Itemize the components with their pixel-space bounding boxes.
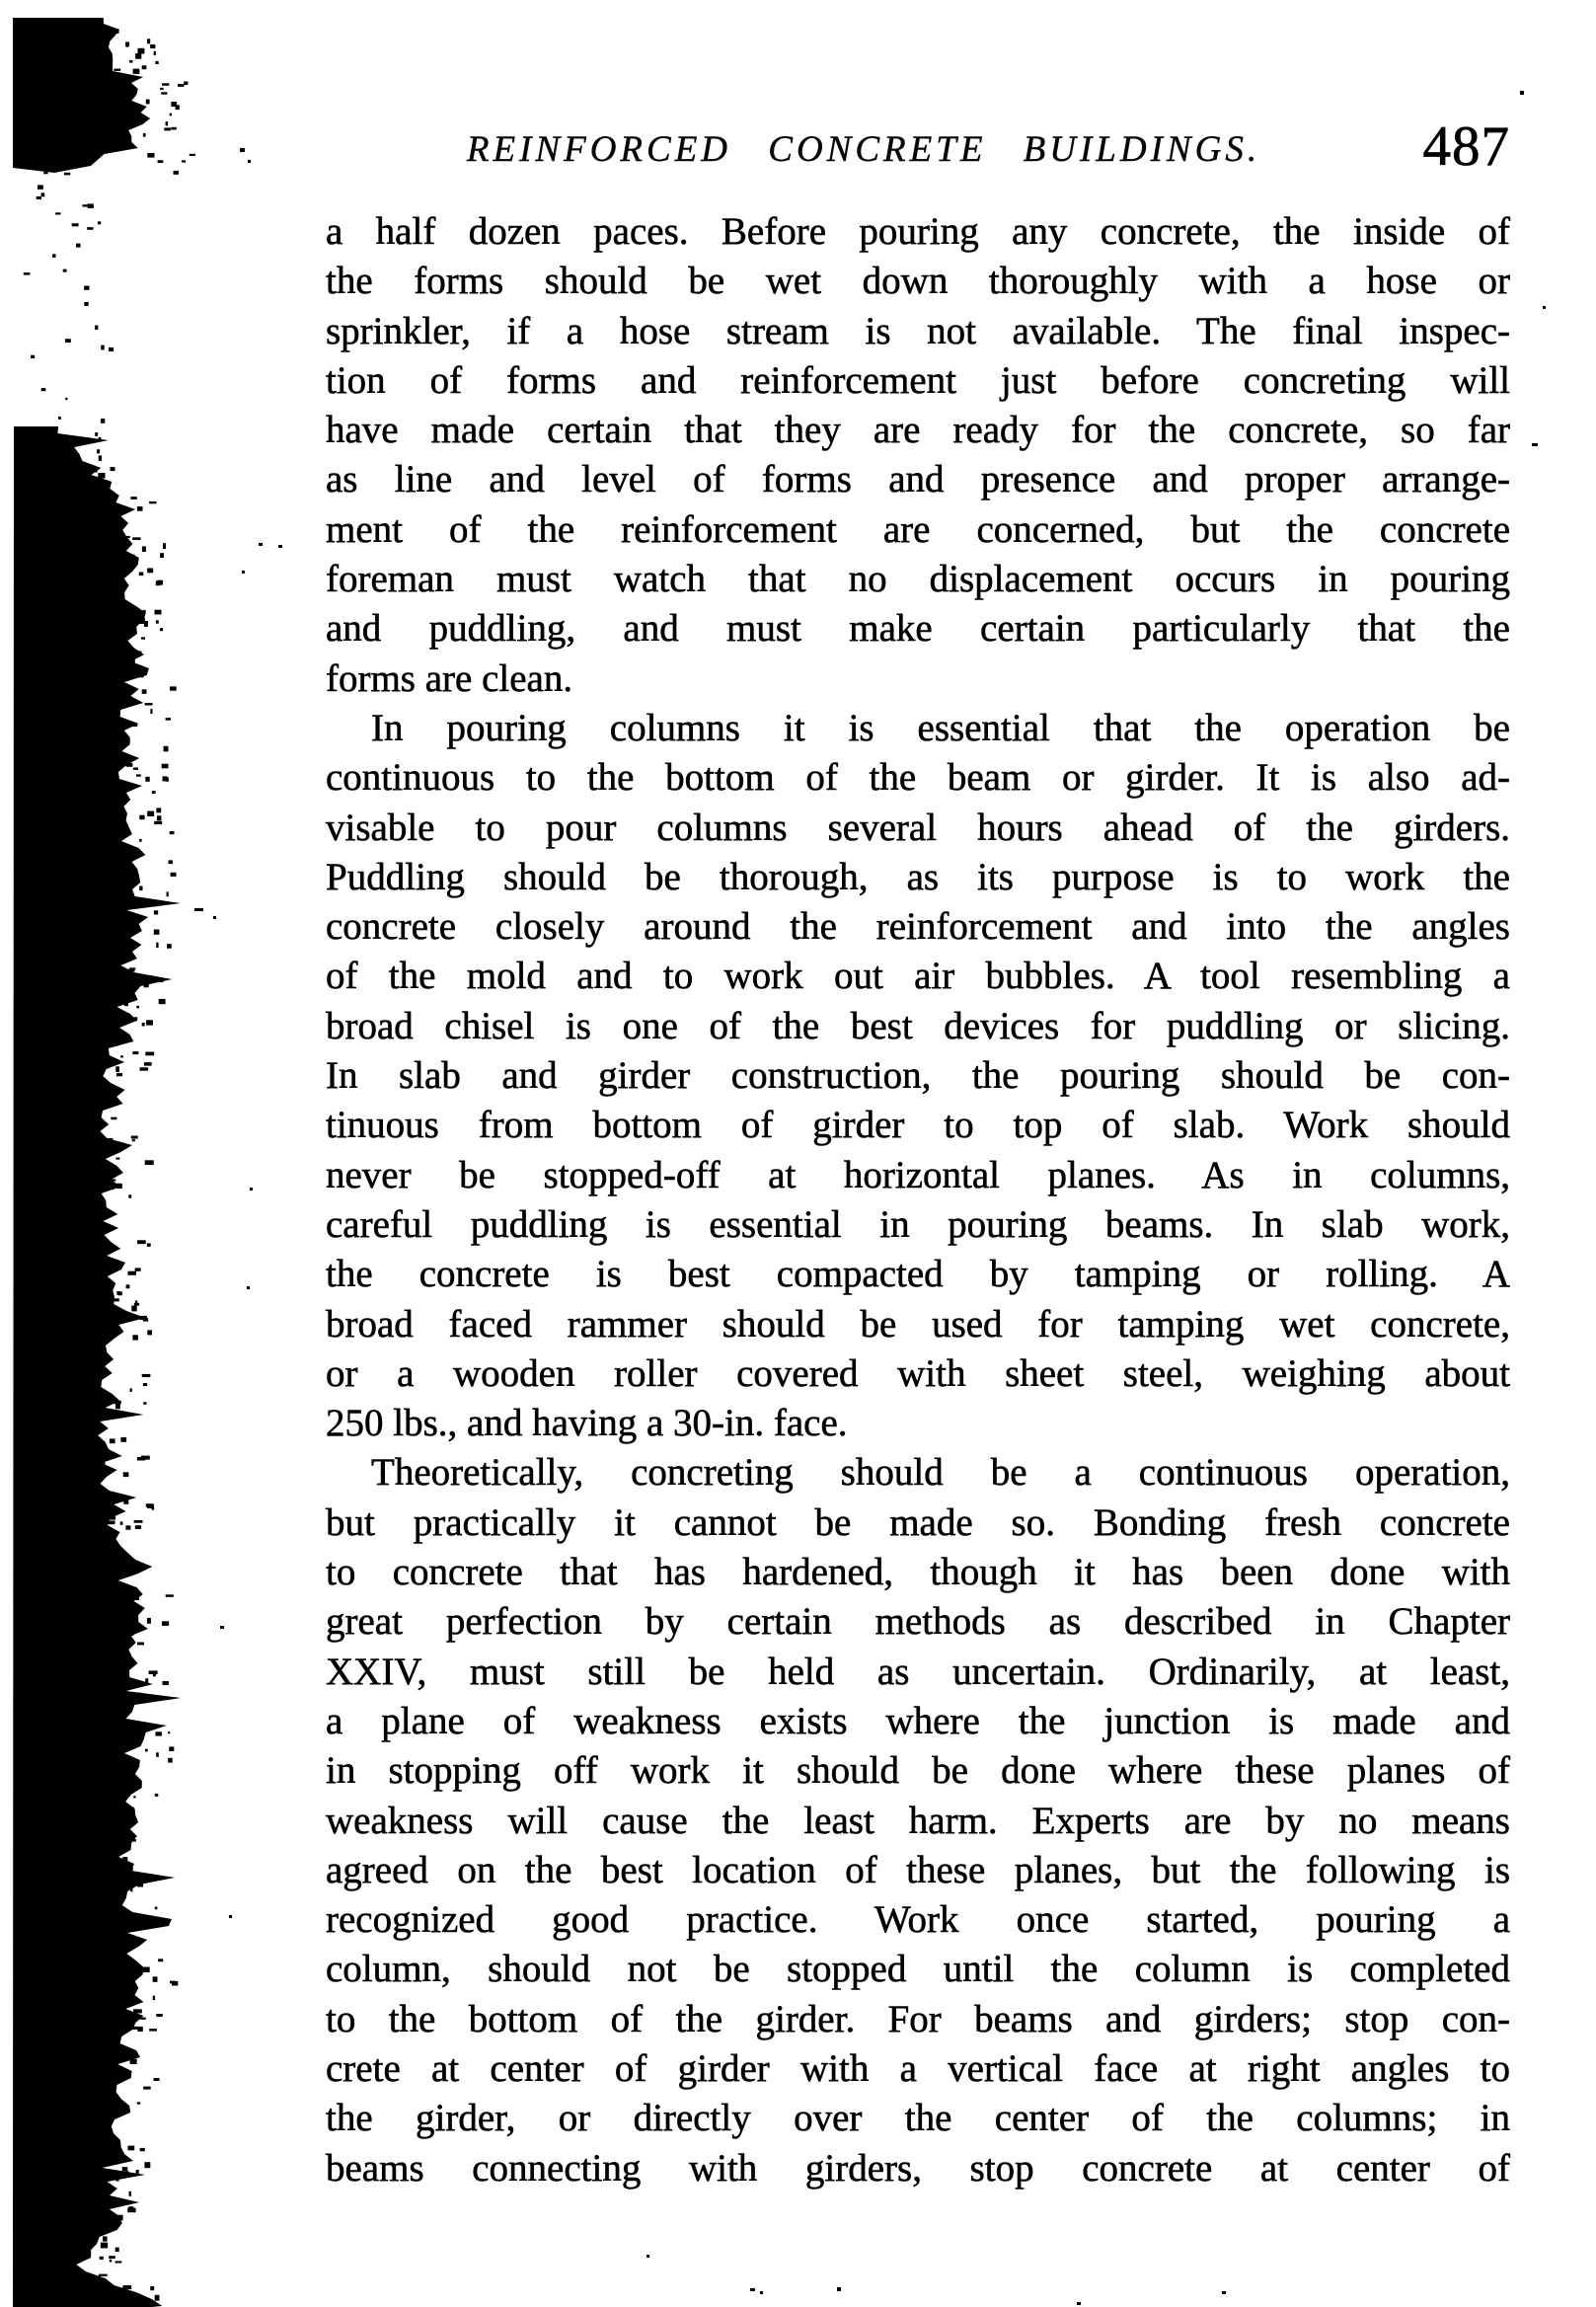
text-line: to the bottom of the girder. For beams and girders; stop con- <box>326 1997 1510 2040</box>
text-line: beams connecting with girders, stop concrete at center of <box>326 2146 1510 2190</box>
text-line: or a wooden roller covered with sheet steel, weighing about <box>326 1351 1510 1395</box>
text-line: 250 lbs., and having a 30-in. face. <box>326 1402 848 1445</box>
text-line: In pouring columns it is essential that the operation be <box>371 706 1510 749</box>
body-text <box>326 207 1510 2193</box>
text-line: XXIV, must still be held as uncertain. Ordinarily, at least, <box>326 1650 1510 1693</box>
text-line: concrete closely around the reinforcement and into the angles <box>326 905 1510 949</box>
text-line: broad faced rammer should be used for tamping wet concrete, <box>326 1302 1510 1346</box>
text-line: sprinkler, if a hose stream is not available. The final inspec- <box>326 309 1510 352</box>
text-line: a half dozen paces. Before pouring any concrete, the inside of <box>326 210 1510 253</box>
page-number: 487 <box>1422 115 1510 178</box>
text-line: careful puddling is essential in pouring beams. In slab work, <box>326 1202 1510 1246</box>
page-header <box>326 115 1510 184</box>
text-line: tinuous from bottom of girder to top of slab. Work should <box>326 1104 1510 1147</box>
text-line: the concrete is best compacted by tamping or rolling. A <box>326 1253 1510 1296</box>
text-line: weakness will cause the least harm. Experts are by no means <box>326 1799 1510 1842</box>
text-line: as line and level of forms and presence and proper arrange- <box>326 458 1510 501</box>
text-line: visable to pour columns several hours ahead of the girders. <box>326 806 1510 849</box>
text-line: agreed on the best location of these planes, but the following is <box>326 1848 1510 1891</box>
text-line: Puddling should be thorough, as its purpose is to work the <box>326 855 1510 898</box>
text-line: have made certain that they are ready for the concrete, so far <box>326 409 1510 452</box>
text-line: Theoretically, concreting should be a continuous operation, <box>371 1451 1510 1495</box>
text-line: broad chisel is one of the best devices for puddling or slicing. <box>326 1004 1510 1047</box>
text-line: the forms should be wet down thoroughly with a hose or <box>326 260 1510 303</box>
text-line: forms are clean. <box>326 656 573 700</box>
text-line: a plane of weakness exists where the junction is made and <box>326 1699 1510 1742</box>
text-line: the girder, or directly over the center of the columns; in <box>326 2097 1510 2140</box>
text-line: crete at center of girder with a vertical face at right angles to <box>326 2046 1510 2090</box>
text-line: recognized good practice. Work once started, pouring a <box>326 1898 1510 1942</box>
text-line: foreman must watch that no displacement occurs in pouring <box>326 558 1510 601</box>
text-line: never be stopped-off at horizontal planes. As in columns, <box>326 1153 1510 1196</box>
text-line: great perfection by certain methods as described in Chapter <box>326 1600 1510 1644</box>
text-line: column, should not be stopped until the column is completed <box>326 1948 1510 1991</box>
text-line: ment of the reinforcement are concerned, but the concrete <box>326 507 1510 551</box>
text-line: but practically it cannot be made so. Bonding fresh concrete <box>326 1500 1510 1544</box>
text-line: In slab and girder construction, the pouring should be con- <box>326 1054 1510 1098</box>
text-line: of the mold and to work out air bubbles. A tool resembling a <box>326 955 1510 998</box>
text-line: continuous to the bottom of the beam or girder. It is also ad- <box>326 756 1510 800</box>
running-title: REINFORCED CONCRETE BUILDINGS. <box>466 129 1261 170</box>
text-line: and puddling, and must make certain particularly that the <box>326 607 1510 651</box>
text-line: to concrete that has hardened, though it has been done with <box>326 1551 1510 1594</box>
text-line: in stopping off work it should be done where these planes of <box>326 1749 1510 1793</box>
text-line: tion of forms and reinforcement just before concreting will <box>326 358 1510 402</box>
